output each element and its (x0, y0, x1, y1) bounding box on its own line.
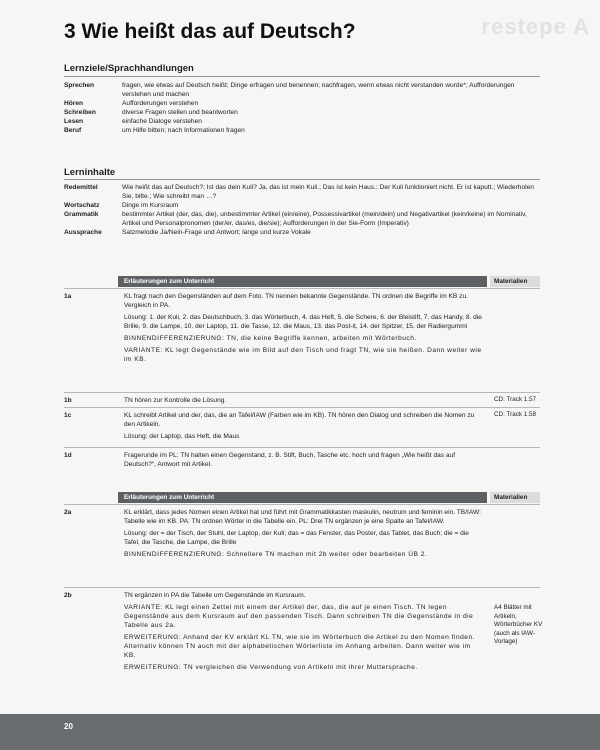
row-value: Aufforderungen verstehen (122, 100, 199, 107)
step-label: 2b (64, 592, 72, 599)
lerninhalte-row (64, 183, 540, 201)
step-text: KL erklärt, dass jedes Nomen einen Artikel hat und führt mit Grammatikkasten maskulin, neutrum und feminin ein. TB/IAW: Tabelle wie im KB. PA: TN ordnen Wörter in die Tabelle ein. PL: Drei TN ergänzen je eine Spalte an Tafel/IAW. (124, 509, 481, 525)
divider (64, 76, 540, 77)
step-body (124, 451, 484, 472)
row-key: Sprechen (64, 82, 95, 89)
explanations-header: Erläuterungen zum Unterricht (118, 492, 487, 503)
step-text: Fragerunde im PL: TN halten einen Gegenstand, z. B. Stift, Buch, Tasche etc. hoch und fragen „Wie heißt das auf Deutsch?“, Antwort mit Artikel. (124, 452, 456, 468)
row-key: Wortschatz (64, 202, 100, 209)
row-value: einfache Dialoge verstehen (122, 118, 202, 125)
footer-bar (0, 714, 600, 750)
lerninhalte-heading: Lerninhalte (64, 167, 116, 178)
step-materials: CD: Track 1.58 (494, 411, 536, 418)
step-solution: Lösung: 1. der Kuli, 2. das Deutschbuch, 3. das Wörterbuch, 4. das Heft, 5. die Schere, 6. der Bleistift, 7. das Handy, 8. die Brille, 9. die Lampe, 10. der Laptop, 11. die Tasse, 12. die Maus, 13. das Post-it, 14. der Spitzer, 15. der Radiergummi (124, 314, 482, 330)
divider (64, 587, 540, 588)
step-solution: Lösung: der = der Tisch, der Stuhl, der Laptop, der Kuli; das = das Fenster, das Poster, das Tablet, das Buch; die = die Tafel, die Tasche, die Lampe, die Brille (124, 530, 469, 546)
step-text: TN ergänzen in PA die Tabelle um Gegenstände im Kursraum. (124, 592, 306, 599)
step-label: 2a (64, 509, 72, 516)
row-value: um Hilfe bitten; nach Informationen fragen (122, 127, 245, 134)
step-text: KL fragt nach den Gegenständen auf dem Foto. TN nennen bekannte Gegenstände. TN ordnen die Begriffe im KB zu. Vergleich in PA. (124, 293, 468, 309)
row-key: Redemittel (64, 184, 98, 191)
divider (64, 447, 540, 448)
lernziele-row (64, 108, 540, 117)
step-body (124, 508, 484, 562)
lernziele-row (64, 99, 540, 108)
watermark-text: restepe A (481, 14, 590, 39)
step-variant: VARIANTE: KL legt Gegenstände wie im Bild auf den Tisch und fragt TN, wie sie heißen. Dann weiter wie im KB. (124, 347, 482, 363)
divider (64, 392, 540, 393)
chapter-title: 3 Wie heißt das auf Deutsch? (64, 20, 356, 43)
row-value: Wie heißt das auf Deutsch?; Ist das dein Kuli? Ja, das ist mein Kuli.; Das ist kein Haus.; Der Kuli funktioniert nicht. Er ist kaputt.; Wiederholen Sie, bitte.; Wie schreibt man …? (122, 184, 534, 200)
explanations-header: Erläuterungen zum Unterricht (118, 276, 487, 287)
lernziele-row (64, 81, 540, 99)
step-differentiation: BINNENDIFFERENZIERUNG: Schnellere TN machen mit 2b weiter oder bearbeiten ÜB 2. (124, 551, 428, 558)
row-value: Dinge im Kursraum (122, 202, 179, 209)
step-body (124, 411, 484, 444)
table-header (64, 492, 540, 503)
lerninhalte-row (64, 210, 540, 228)
step-materials: A4 Blätter mit Artikeln, Wörterbücher KV (auch als IAW-Vorlage) (494, 604, 543, 645)
step-body (124, 292, 484, 367)
table-header (64, 276, 540, 287)
step-variant: VARIANTE: KL legt einen Zettel mit einem der Artikel der, das, die auf je einen Tisch. TN legen Gegenstände aus dem Kursraum auf den passenden Tisch. Dann schreiben TN die Gegenstände in die Tabelle aus 2a. (124, 604, 474, 629)
divider (64, 504, 540, 505)
step-text: KL schreibt Artikel und der, das, die an Tafel/IAW (Farben wie im KB). TN hören den Dialog und schreiben die Nomen zu den Artikeln. (124, 412, 475, 428)
row-value: Satzmelodie Ja/Nein-Frage und Antwort; lange und kurze Vokale (122, 229, 311, 236)
step-label: 1d (64, 452, 72, 459)
lernziele-heading: Lernziele/Sprachhandlungen (64, 63, 194, 74)
lerninhalte-row (64, 228, 540, 237)
row-key: Lesen (64, 118, 84, 125)
step-label: 1a (64, 293, 72, 300)
lerninhalte-row (64, 201, 540, 210)
lernziele-row (64, 117, 540, 126)
step-materials: CD: Track 1.57 (494, 396, 536, 403)
lernziele-list (64, 81, 540, 135)
row-key: Aussprache (64, 229, 102, 236)
step-label: 1c (64, 412, 72, 419)
row-value: fragen, wie etwas auf Deutsch heißt; Dinge erfragen und benennen; nachfragen, wenn etwas nicht verstanden wurde*; Aufforderungen verstehen und machen (122, 82, 515, 98)
row-value: diverse Fragen stellen und beantworten (122, 109, 238, 116)
row-key: Hören (64, 100, 84, 107)
step-label: 1b (64, 397, 72, 404)
row-key: Grammatik (64, 211, 99, 218)
step-differentiation: BINNENDIFFERENZIERUNG: TN, die keine Begriffe kennen, arbeiten mit Wörterbuch. (124, 335, 417, 342)
step-extension: ERWEITERUNG: TN vergleichen die Verwendung von Artikeln mit ihrer Muttersprache. (124, 664, 418, 671)
step-text: TN hören zur Kontrolle die Lösung. (124, 397, 227, 404)
materials-header: Materialien (490, 276, 540, 287)
row-key: Schreiben (64, 109, 96, 116)
divider (64, 407, 540, 408)
lerninhalte-list (64, 183, 540, 237)
row-value: bestimmter Artikel (der, das, die), unbestimmter Artikel (ein/eine), Possessivartikel (mein/dein) und Negativartikel (kein/keine) im Nominativ, Artikel und Personalpronomen (der/er, das/es, die/sie); Aufforderungen in der Sie-Form (Imperativ) (122, 211, 527, 227)
step-extension: ERWEITERUNG: Anhand der KV erklärt KL TN, wie sie im Wörterbuch die Artikel zu den Nomen finden. Alternativ können TN auch mit der alphabetischen Wörterliste im Anhang arbeiten. Dann weiter wie im KB. (124, 634, 475, 659)
step-solution: Lösung: der Laptop, das Heft, die Maus (124, 433, 240, 440)
step-body (124, 591, 484, 675)
divider (64, 288, 540, 289)
materials-header: Materialien (490, 492, 540, 503)
lernziele-row (64, 126, 540, 135)
divider (64, 179, 540, 180)
page-number: 20 (64, 722, 73, 731)
row-key: Beruf (64, 127, 82, 134)
